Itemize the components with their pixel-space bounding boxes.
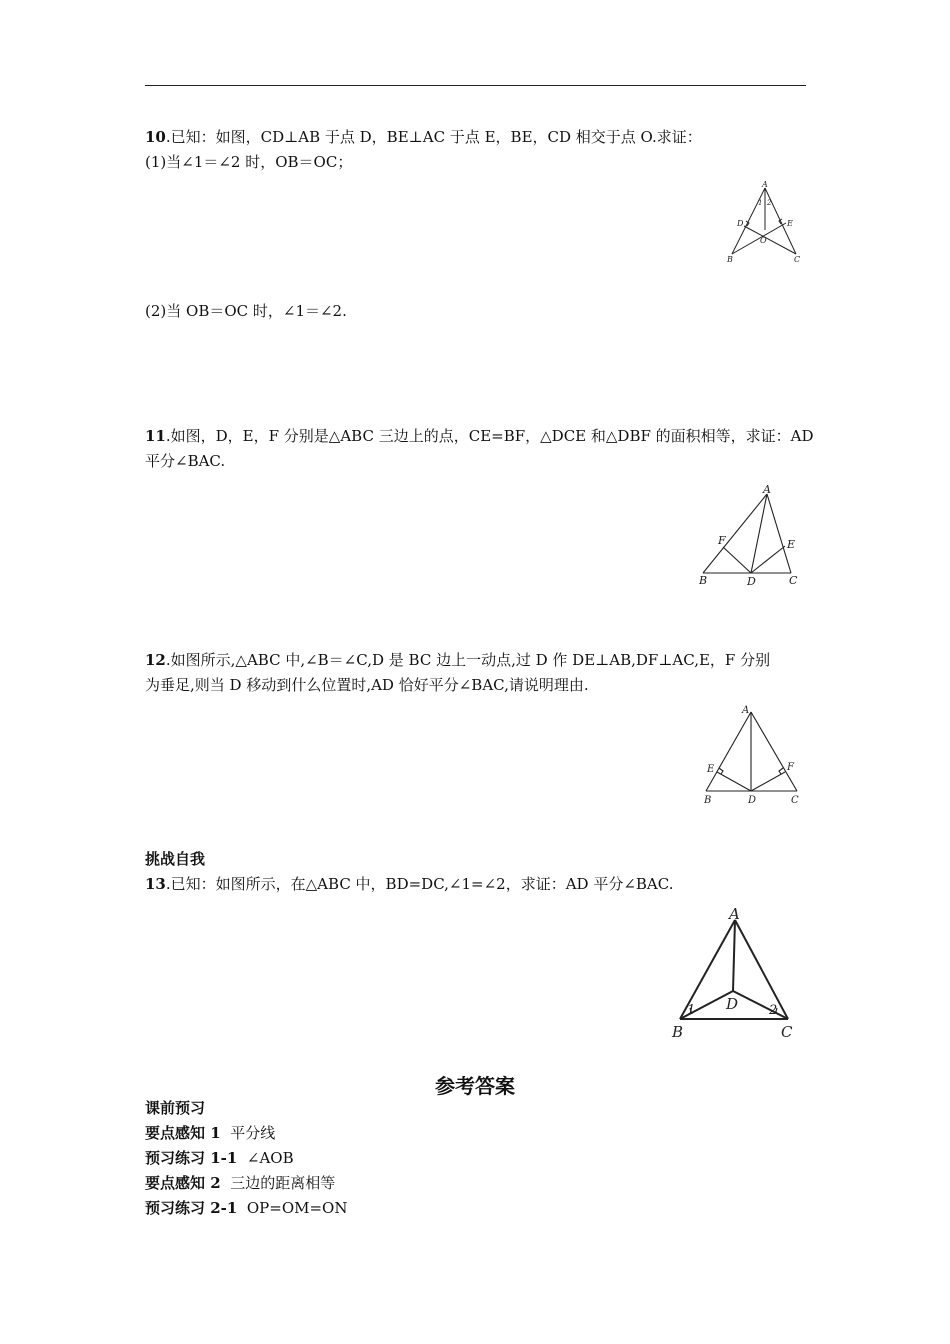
q10-figure	[722, 178, 812, 268]
header-rule	[145, 85, 806, 86]
q13-text: .已知：如图所示，在△ABC 中，BD=DC,∠1=∠2，求证：AD 平分∠BAC.	[165, 875, 674, 893]
q13-label-d: D	[726, 995, 739, 1013]
q10-label-o: O	[760, 236, 767, 245]
q10-label-c: C	[794, 255, 801, 264]
q13-figure	[665, 903, 800, 1043]
answer-value: 三边的距离相等	[230, 1174, 336, 1192]
q12-figure	[696, 700, 811, 810]
q13-number: 13	[145, 875, 166, 893]
q11-label-c: C	[789, 574, 798, 587]
q10-label-b: B	[727, 255, 733, 264]
answer-value: ∠AOB	[246, 1149, 294, 1167]
answer-label: 预习练习 1-1	[145, 1149, 238, 1167]
q11-label-e: E	[787, 538, 796, 551]
q12-label-c: C	[791, 795, 799, 806]
q10-label-1: 1	[758, 199, 763, 207]
answer-value: OP=OM=ON	[246, 1199, 348, 1217]
challenge-heading: 挑战自我	[145, 850, 206, 868]
q10-label-d: D	[737, 219, 744, 228]
q13-label-a: A	[729, 905, 740, 923]
q12-label-a: A	[742, 705, 750, 716]
q10-label-a: A	[762, 180, 768, 189]
answers-section-heading: 课前预习	[145, 1099, 206, 1117]
q10-part2: (2)当 OB＝OC 时，∠1＝∠2.	[145, 302, 347, 320]
q11-statement-line1	[145, 426, 814, 446]
q12-text-line1: .如图所示,△ABC 中,∠B＝∠C,D 是 BC 边上一动点,过 D 作 DE⊥AB,DF⊥AC,E，F 分别	[165, 651, 771, 669]
answer-value: 平分线	[230, 1124, 276, 1142]
q10-text: .已知：如图，CD⊥AB 于点 D，BE⊥AC 于点 E，BE，CD 相交于点 O.求证：	[165, 128, 702, 146]
q13-statement	[145, 874, 673, 894]
q11-statement-line2: 平分∠BAC.	[145, 452, 226, 470]
answer-label: 预习练习 2-1	[145, 1199, 238, 1217]
q13-label-c: C	[781, 1023, 793, 1041]
q13-label-1: 1	[687, 1003, 696, 1018]
q10-label-2: 2	[767, 199, 772, 207]
answer-label: 要点感知 2	[145, 1174, 221, 1192]
q12-number: 12	[145, 651, 166, 669]
q12-statement-line2: 为垂足,则当 D 移动到什么位置时,AD 恰好平分∠BAC,请说明理由.	[145, 676, 589, 694]
q11-label-f: F	[718, 534, 726, 547]
answers-title: 参考答案	[435, 1074, 515, 1098]
q10-label-e: E	[787, 219, 793, 228]
q10-number: 10	[145, 128, 166, 146]
q11-figure	[692, 480, 812, 590]
answer-label: 要点感知 1	[145, 1124, 221, 1142]
answer-item	[145, 1198, 347, 1218]
q12-label-e: E	[707, 764, 715, 775]
q13-label-b: B	[672, 1023, 684, 1041]
answer-item	[145, 1123, 275, 1143]
q13-label-2: 2	[769, 1003, 778, 1018]
answer-item	[145, 1173, 335, 1193]
q12-label-d: D	[748, 795, 757, 806]
q11-text-line1: .如图，D，E，F 分别是△ABC 三边上的点，CE=BF，△DCE 和△DBF 的面积相等，求证：AD	[165, 427, 814, 445]
q10-statement	[145, 127, 702, 147]
q11-label-a: A	[763, 483, 771, 496]
q12-label-b: B	[704, 795, 712, 806]
q12-label-f: F	[787, 762, 794, 773]
q12-statement-line1	[145, 650, 770, 670]
q11-label-d: D	[747, 575, 756, 588]
q11-number: 11	[145, 427, 166, 445]
q10-part1: (1)当∠1＝∠2 时，OB＝OC；	[145, 153, 353, 171]
answer-item	[145, 1148, 294, 1168]
q11-label-b: B	[699, 574, 708, 587]
